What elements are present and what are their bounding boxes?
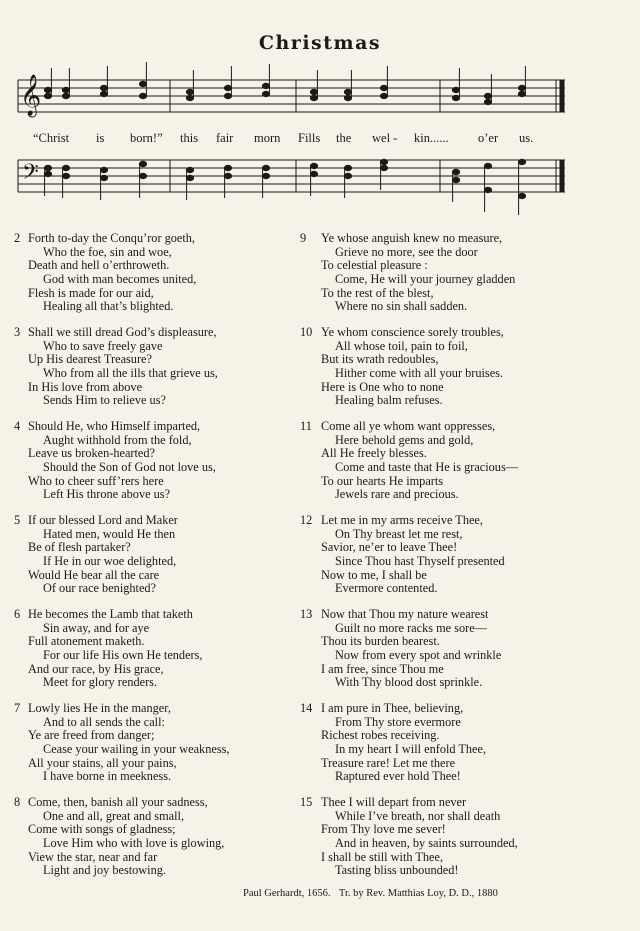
stanza-number: 9 [300,231,307,245]
stanza-line: Since Thou hast Thyself presented [335,553,505,568]
note-head [44,165,51,170]
stanza-line: I am pure in Thee, believing, [321,701,464,715]
stanza-line: Sin away, and for aye [43,620,150,635]
lyric-line [0,131,640,147]
stanza-line: Hated men, would He then [43,526,176,541]
stanza-line: I am free, since Thou me [321,661,444,676]
stanza-line: Tasting bliss unbounded! [335,863,459,878]
stanza-number: 15 [300,795,313,809]
stanza-number: 12 [300,513,313,527]
stanza-line: If He in our woe delighted, [43,553,177,568]
note-head [484,93,491,98]
stanza-line: Thee I will depart from never [321,795,467,809]
stanza-line: All your stains, all your pains, [28,755,177,770]
note-head [380,85,387,90]
note-head [310,89,317,94]
lyric-syllable: is [96,131,105,145]
note-head [310,163,317,168]
note-head [344,165,351,170]
stanza-number: 2 [14,231,21,245]
stanza-line: Up His dearest Treasure? [28,352,152,367]
lyric-syllable: “Christ [33,131,70,145]
stanza-line: Be of flesh partaker? [28,540,131,555]
stanza-line: And in heaven, by saints surrounded, [335,835,518,850]
stanza-line: With Thy blood dost sprinkle. [335,675,483,690]
stanza [300,514,600,596]
note-head [139,81,146,86]
note-head [344,89,351,94]
music-score [0,0,640,215]
note-head [224,85,231,90]
note-head [380,93,387,98]
note-head [380,165,387,170]
stanza-line: Left His throne above us? [43,487,171,502]
stanza-line: Hither come with all your bruises. [335,365,504,380]
stanza-line: Would He bear all the care [28,567,160,582]
lyric-syllable: us. [519,131,534,145]
stanza [14,702,314,784]
note-head [139,93,146,98]
stanza-line: Here is One who to none [321,379,444,394]
note-head [484,99,491,104]
lyric-syllable: this [180,131,199,145]
note-head [44,87,51,92]
stanza-line: While I’ve breath, nor shall death [335,808,501,823]
note-head [452,169,459,174]
stanza-number: 3 [14,325,21,339]
stanza-line: To our hearts He imparts [321,473,444,488]
note-head [186,175,193,180]
stanza-line: Forth to-day the Conqu’ror goeth, [28,231,196,245]
lyric-syllable: born!” [130,131,163,145]
stanza-line: All whose toil, pain to foil, [335,338,468,353]
note-head [44,171,51,176]
stanza-line: For our life His own He tenders, [43,647,203,662]
stanza-line: In my heart I will enfold Thee, [335,741,487,756]
bass-staff [18,160,565,192]
note-head [518,85,525,90]
lyric-syllable: fair [216,131,234,145]
credit-translator: Tr. by Rev. Matthias Loy, D. D., 1880 [338,888,498,899]
stanza-line: From Thy store evermore [335,714,461,729]
lyric-syllable: morn [254,131,281,145]
stanza [300,232,600,314]
treble-clef-icon: 𝄞 [20,75,42,116]
note-head [224,93,231,98]
stanza-line: Aught withhold from the fold, [43,432,192,447]
stanza-line: Come with songs of gladness; [28,822,176,837]
note-head [452,95,459,100]
final-bar-thick [560,80,564,112]
stanza-number: 6 [14,607,21,621]
stanza-line: Sends Him to relieve us? [43,393,166,408]
stanza-line: Leave us broken-hearted? [28,446,155,461]
stanza-line: Who the foe, sin and woe, [43,244,172,259]
note-head [344,95,351,100]
stanza-line: Healing balm refuses. [335,393,443,408]
note-head [484,163,491,168]
stanza [14,420,314,502]
stanza-number: 13 [300,607,313,621]
note-head [518,193,525,198]
bass-clef-icon: 𝄢 [22,160,39,190]
stanza-line: Full atonement maketh. [28,634,145,649]
stanza-line: Should He, who Himself imparted, [28,419,201,433]
stanza-line: One and all, great and small, [43,808,185,823]
note-head [139,173,146,178]
credit-author: Paul Gerhardt, 1656. [243,888,331,899]
stanza [14,326,314,408]
stanza-number: 10 [300,325,313,339]
stanza-line: Where no sin shall sadden. [335,299,468,314]
note-head [380,159,387,164]
stanza [300,326,600,408]
stanza-number: 4 [14,419,21,433]
note-head [224,165,231,170]
note-head [310,95,317,100]
lyric-syllable: o’er [478,131,499,145]
stanza-line: On Thy breast let me rest, [335,526,463,541]
stanza-line: I shall be still with Thee, [321,849,444,864]
stanza-line: Love Him who with love is glowing, [43,835,225,850]
stanza-line: Treasure rare! Let me there [321,755,456,770]
stanza-line: Meet for glory renders. [43,675,158,690]
note-head [44,93,51,98]
note-head [186,167,193,172]
stanza-number: 7 [14,701,21,715]
stanza-line: Evermore contented. [335,581,438,596]
stanza-line: Who to cheer suff’rers here [28,473,164,488]
stanza-line: Come all ye whom want oppresses, [321,419,496,433]
stanza-line: Now from every spot and wrinkle [335,647,502,662]
stanza-line: In His love from above [28,379,143,394]
stanza-line: Guilt no more racks me sore— [335,620,487,635]
stanza-line: Now that Thou my nature wearest [321,607,489,621]
note-head [518,91,525,96]
stanza-line: Here behold gems and gold, [335,432,474,447]
note-head [262,165,269,170]
note-head [186,95,193,100]
stanza-line: Ye whose anguish knew no measure, [321,231,503,245]
stanza-line: Who from all the ills that grieve us, [43,365,218,380]
stanza-line: If our blessed Lord and Maker [28,513,178,527]
note-head [139,161,146,166]
lyric-syllable: the [336,131,352,145]
note-head [100,167,107,172]
note-head [224,173,231,178]
stanza-line: Healing all that’s blighted. [43,299,174,314]
note-head [186,89,193,94]
note-head [344,173,351,178]
stanza-line: Light and joy bestowing. [43,863,166,878]
note-head [518,159,525,164]
stanza-line: Thou its burden bearest. [321,634,440,649]
note-head [262,91,269,96]
note-head [62,165,69,170]
stanza-line: Come and taste that He is gracious— [335,459,519,474]
stanza [14,796,314,878]
stanza-line: Savior, ne’er to leave Thee! [321,540,458,555]
note-head [262,83,269,88]
stanza-line: I have borne in meekness. [43,769,172,784]
stanza-line: Jewels rare and precious. [335,487,459,502]
page-title: Christmas [258,32,382,54]
note-head [62,173,69,178]
stanza-line: To celestial pleasure : [321,258,428,273]
stanza-line: Shall we still dread God’s displeasure, [28,325,217,339]
credit [243,888,504,899]
stanza-line: Flesh is made for our aid, [28,285,154,300]
note-head [100,91,107,96]
note-head [310,171,317,176]
note-head [100,175,107,180]
lyric-syllable: Fills [298,131,321,145]
stanza [300,796,600,878]
note-head [262,173,269,178]
stanza-line: Should the Son of God not love us, [43,459,216,474]
stanza [300,420,600,502]
stanza [300,608,600,690]
stanza-line: From Thy love me sever! [321,822,446,837]
stanza-line: All He freely blesses. [321,446,427,461]
stanza-line: Ye whom conscience sorely troubles, [321,325,504,339]
note-head [62,93,69,98]
stanza-line: Let me in my arms receive Thee, [321,513,483,527]
stanza-number: 5 [14,513,21,527]
stanza-line: Richest robes receiving. [321,728,440,743]
stanza [14,232,314,314]
stanza-line: View the star, near and far [28,849,158,864]
stanza-line: And to all sends the call: [43,714,165,729]
stanza-line: He becomes the Lamb that taketh [28,607,193,621]
note-head [452,177,459,182]
stanza-line: Death and hell o’erthroweth. [28,258,170,273]
stanza [14,608,314,690]
stanza-line: Come, then, banish all your sadness, [28,795,208,809]
stanza [300,702,600,784]
stanza-number: 11 [300,419,312,433]
note-head [484,187,491,192]
stanza-line: Now to me, I shall be [321,567,427,582]
stanza-line: Who to save freely gave [43,338,163,353]
stanza-line: And our race, by His grace, [28,661,164,676]
stanza-line: Grieve no more, see the door [335,244,478,259]
stanza-line: God with man becomes united, [43,271,197,286]
note-head [452,87,459,92]
stanza-line: Raptured ever hold Thee! [335,769,461,784]
stanza-number: 14 [300,701,313,715]
stanza-line: Ye are freed from danger; [28,728,155,743]
lyric-syllable: wel - [372,131,398,145]
stanza-line: But its wrath redoubles, [321,352,439,367]
stanza-number: 8 [14,795,21,809]
stanza [14,514,314,596]
note-head [62,87,69,92]
stanza-line: Cease your wailing in your weakness, [43,741,230,756]
note-head [100,85,107,90]
lyric-syllable: kin...... [414,131,449,145]
stanza-line: To the rest of the blest, [321,285,434,300]
stanza-line: Come, He will your journey gladden [335,271,516,286]
stanza-line: Of our race benighted? [43,581,157,596]
stanza-line: Lowly lies He in the manger, [28,701,171,715]
